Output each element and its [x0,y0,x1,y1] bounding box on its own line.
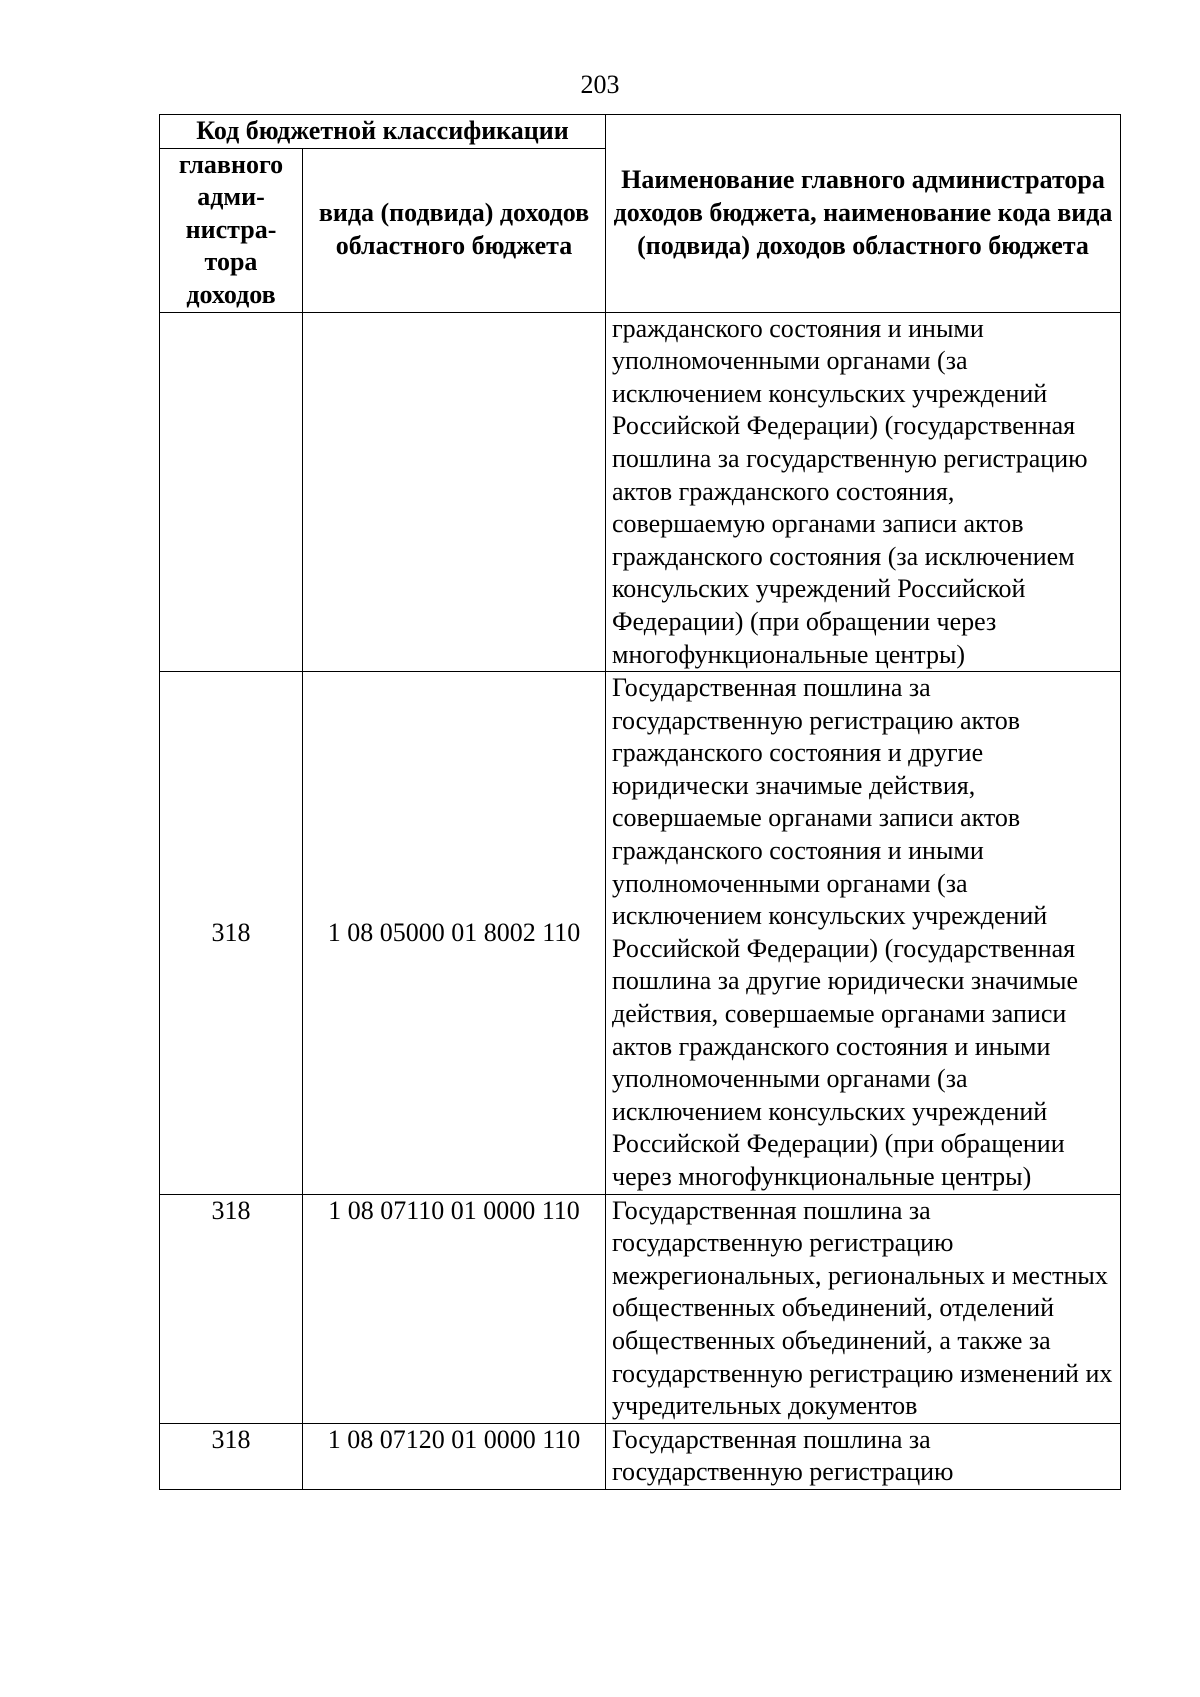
table-row [160,672,1121,1195]
kind-code-column-header: вида (подвида) доходов областного бюджета [303,148,606,312]
description-cell: Государственная пошлина за государственную регистрацию актов гражданского состояния и другие юридически значимые действия, совершаемые органами записи актов гражданского состояния и иными уполномоченными органами (за исключением консульских учреждений Российской Федерации) (государственная пошлина за другие юридически значимые действия, совершаемые органами записи актов гражданского состояния и иными уполномоченными органами (за исключением консульских учреждений Российской Федерации) (при обращении через многофункциональные центры) [606,672,1121,1195]
budget-code-group-header: Код бюджетной классификации [160,115,606,149]
description-cell: Государственная пошлина за государственную регистрацию межрегиональных, региональных и местных общественных объединений, отделений общественных объединений, а также за государственную регистрацию изменений их учредительных документов [606,1194,1121,1423]
name-column-header: Наименование главного администратора доходов бюджета, наименование кода вида (подвида) доходов областного бюджета [606,115,1121,313]
admin-code-column-header: главного адми-нистра-тора доходов [160,148,303,312]
description-cell: Государственная пошлина за государственную регистрацию [606,1423,1121,1489]
admin-code-cell: 318 [160,672,303,1195]
admin-code-cell [160,312,303,672]
table-row [160,1423,1121,1489]
kind-code-cell: 1 08 07120 01 0000 110 [303,1423,606,1489]
kind-code-cell: 1 08 07110 01 0000 110 [303,1194,606,1423]
table-row [160,1194,1121,1423]
kind-code-cell: 1 08 05000 01 8002 110 [303,672,606,1195]
admin-code-cell: 318 [160,1194,303,1423]
page-number: 203 [580,70,620,99]
description-cell: гражданского состояния и иными уполномоченными органами (за исключением консульских учреждений Российской Федерации) (государственная пошлина за государственную регистрацию актов гражданского состояния, совершаемую органами записи актов гражданского состояния (за исключением консульских учреждений Российской Федерации) (при обращении через многофункциональные центры) [606,312,1121,672]
table-header-row [160,115,1121,149]
budget-classification-table [159,114,1121,1490]
table-row [160,312,1121,672]
admin-code-cell: 318 [160,1423,303,1489]
kind-code-cell [303,312,606,672]
